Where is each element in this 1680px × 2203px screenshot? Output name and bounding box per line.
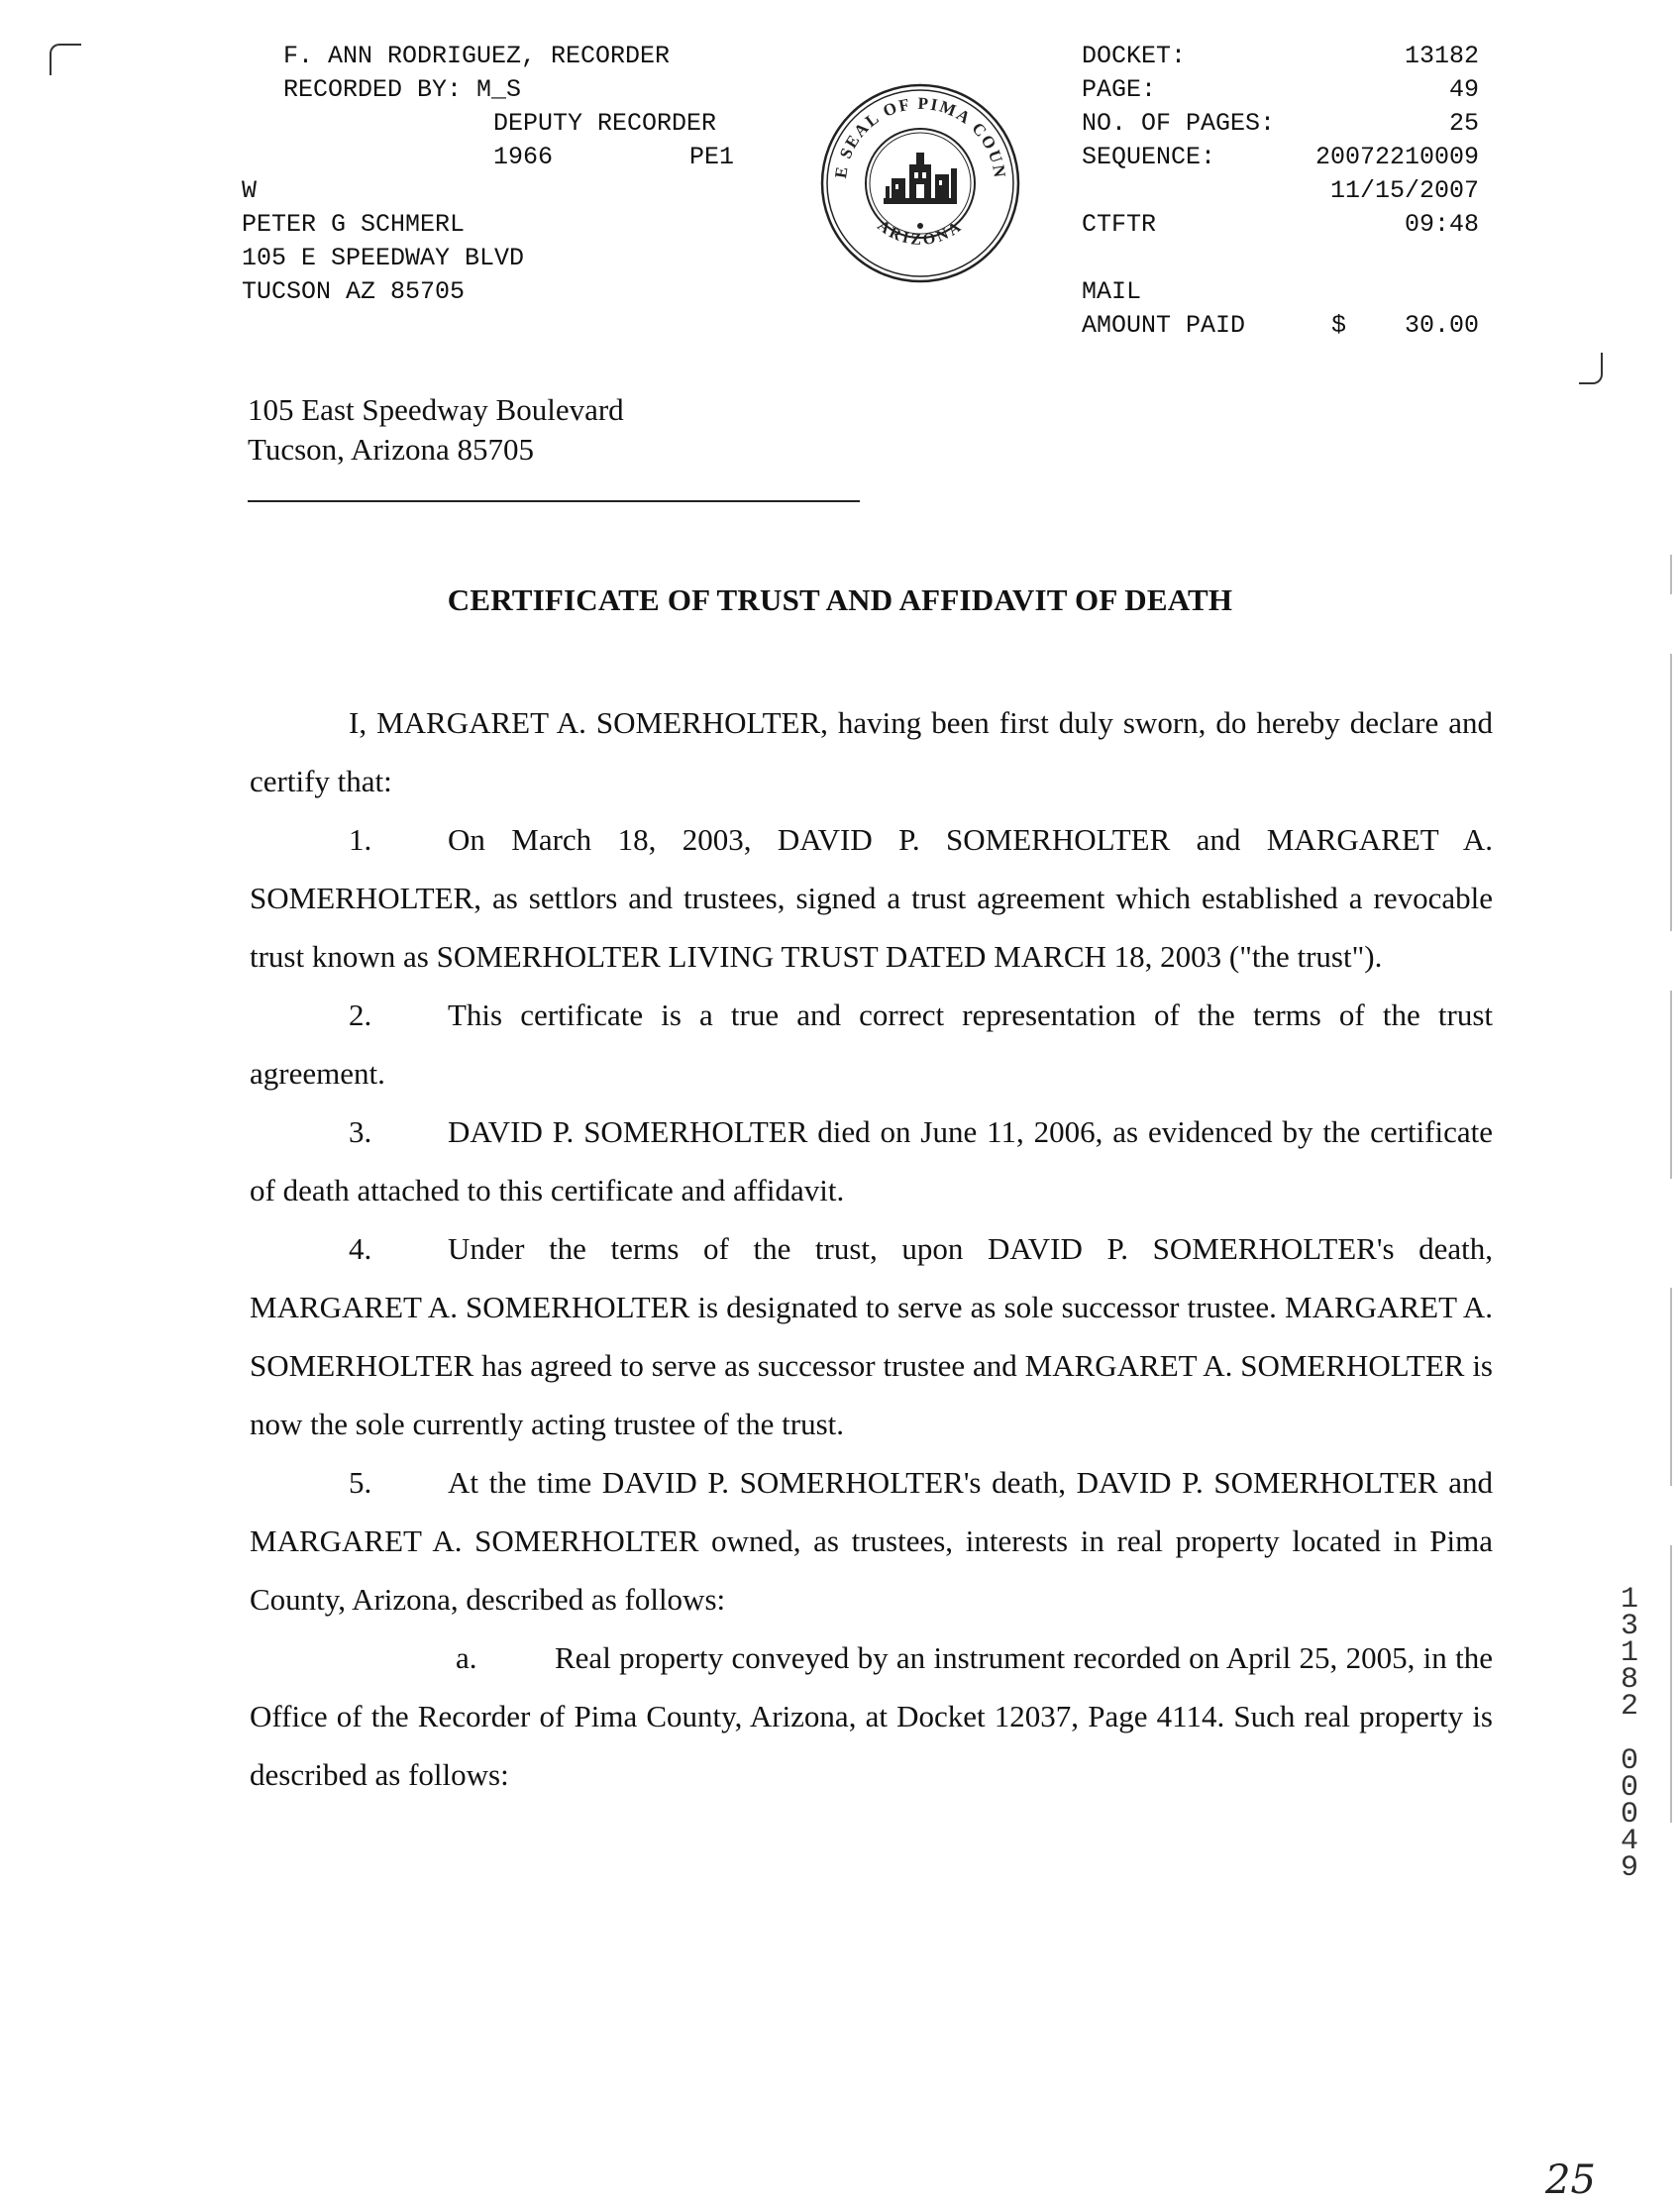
amount-currency: $	[1331, 311, 1347, 340]
address-rule	[248, 500, 860, 502]
paragraph-text: DAVID P. SOMERHOLTER died on June 11, 2006, as evidenced by the certificate of death attached to this certificate and affidavit.	[250, 1114, 1493, 1207]
seal-bottom-text: ARIZONA	[874, 217, 967, 250]
mail-to-street: 105 E SPEEDWAY BLVD	[242, 244, 525, 272]
paragraph-number: 1.	[349, 822, 372, 857]
side-stamp-docket: 13182	[1620, 1583, 1638, 1724]
scan-corner-mark	[50, 44, 81, 75]
docket-value: 13182	[1404, 42, 1479, 70]
paragraph-text: This certificate is a true and correct representation of the terms of the trust agreement.	[250, 997, 1493, 1091]
handwritten-page-number: 25	[1545, 2157, 1596, 2203]
sub-paragraph-text: Real property conveyed by an instrument recorded on April 25, 2005, in the Office of the Recorder of Pima County, Arizona, at Docket 12037, Page 4114. Such real property is described as follows:	[250, 1640, 1493, 1792]
side-docket-stamp	[1610, 1583, 1649, 1885]
numbered-paragraph-4	[250, 1219, 1493, 1453]
recording-time: 09:48	[1404, 210, 1479, 239]
sequence-value: 20072210009	[1314, 143, 1479, 171]
seal-top-text: E SEAL OF PIMA COUN	[830, 93, 1010, 181]
page-label: PAGE:	[1082, 75, 1157, 104]
amount-paid-label: AMOUNT PAID	[1082, 311, 1246, 340]
recorder-code-2: PE1	[689, 143, 735, 171]
document-title: CERTIFICATE OF TRUST AND AFFIDAVIT OF DEATH	[447, 582, 1233, 617]
sub-paragraph-a	[250, 1628, 1493, 1804]
paragraph-text: Under the terms of the trust, upon DAVID P. SOMERHOLTER's death, MARGARET A. SOMERHOLTER is designated to serve as sole successor trustee. MARGARET A. SOMERHOLTER has agreed to serve as successor trustee and MARGARET A. SOMERHOLTER is now the sole currently acting trustee of the trust.	[250, 1231, 1493, 1441]
mail-label: MAIL	[1082, 277, 1142, 306]
intro-paragraph: I, MARGARET A. SOMERHOLTER, having been first duly sworn, do hereby declare and certify that:	[250, 705, 1493, 798]
svg-text:ARIZONA	[874, 217, 966, 249]
document-type-code: CTFTR	[1082, 210, 1157, 239]
return-address	[248, 390, 624, 470]
scan-edge-mark	[1670, 991, 1672, 1179]
return-address-line-2: Tucson, Arizona 85705	[248, 432, 535, 467]
numbered-paragraph-1	[250, 810, 1493, 986]
pages-value: 25	[1448, 109, 1479, 138]
deputy-recorder: DEPUTY RECORDER	[493, 109, 717, 138]
pima-county-seal	[818, 81, 1022, 285]
side-stamp-page: 00049	[1620, 1744, 1638, 1885]
w-mark: W	[242, 176, 258, 205]
scan-edge-mark	[1670, 1288, 1672, 1486]
scan-corner-mark-right	[1579, 353, 1603, 384]
paragraph-text: At the time DAVID P. SOMERHOLTER's death, DAVID P. SOMERHOLTER and MARGARET A. SOMERHOLTER owned, as trustees, interests in real property located in Pima County, Arizona, described as follows:	[250, 1465, 1493, 1617]
pages-label: NO. OF PAGES:	[1082, 109, 1276, 138]
scan-edge-mark	[1670, 654, 1672, 931]
page-value: 49	[1448, 75, 1479, 104]
amount-paid-value: 30.00	[1404, 311, 1479, 340]
mail-to-name: PETER G SCHMERL	[242, 210, 466, 239]
paragraph-number: 5.	[349, 1465, 372, 1500]
docket-label: DOCKET:	[1082, 42, 1187, 70]
numbered-paragraph-2	[250, 986, 1493, 1102]
recorder-code-1: 1966	[493, 143, 554, 171]
seal-graphic	[818, 81, 1022, 285]
recorded-by: RECORDED BY: M_S	[283, 75, 522, 104]
numbered-paragraph-3	[250, 1102, 1493, 1219]
mail-to-city: TUCSON AZ 85705	[242, 277, 466, 306]
scan-edge-mark	[1670, 1545, 1672, 1823]
document-body	[250, 693, 1493, 1804]
paragraph-text: On March 18, 2003, DAVID P. SOMERHOLTER and MARGARET A. SOMERHOLTER, as settlors and trustees, signed a trust agreement which established a revocable trust known as SOMERHOLTER LIVING TRUST DATED MARCH 18, 2003 ("the trust").	[250, 822, 1493, 974]
paragraph-number: 3.	[349, 1114, 372, 1149]
sub-paragraph-label: a.	[456, 1640, 477, 1675]
sequence-label: SEQUENCE:	[1082, 143, 1216, 171]
paragraph-number: 4.	[349, 1231, 372, 1266]
numbered-paragraph-5	[250, 1453, 1493, 1628]
recorder-name: F. ANN RODRIGUEZ, RECORDER	[283, 42, 671, 70]
paragraph-number: 2.	[349, 997, 372, 1032]
recording-date: 11/15/2007	[1329, 176, 1479, 205]
return-address-line-1: 105 East Speedway Boulevard	[248, 392, 624, 427]
